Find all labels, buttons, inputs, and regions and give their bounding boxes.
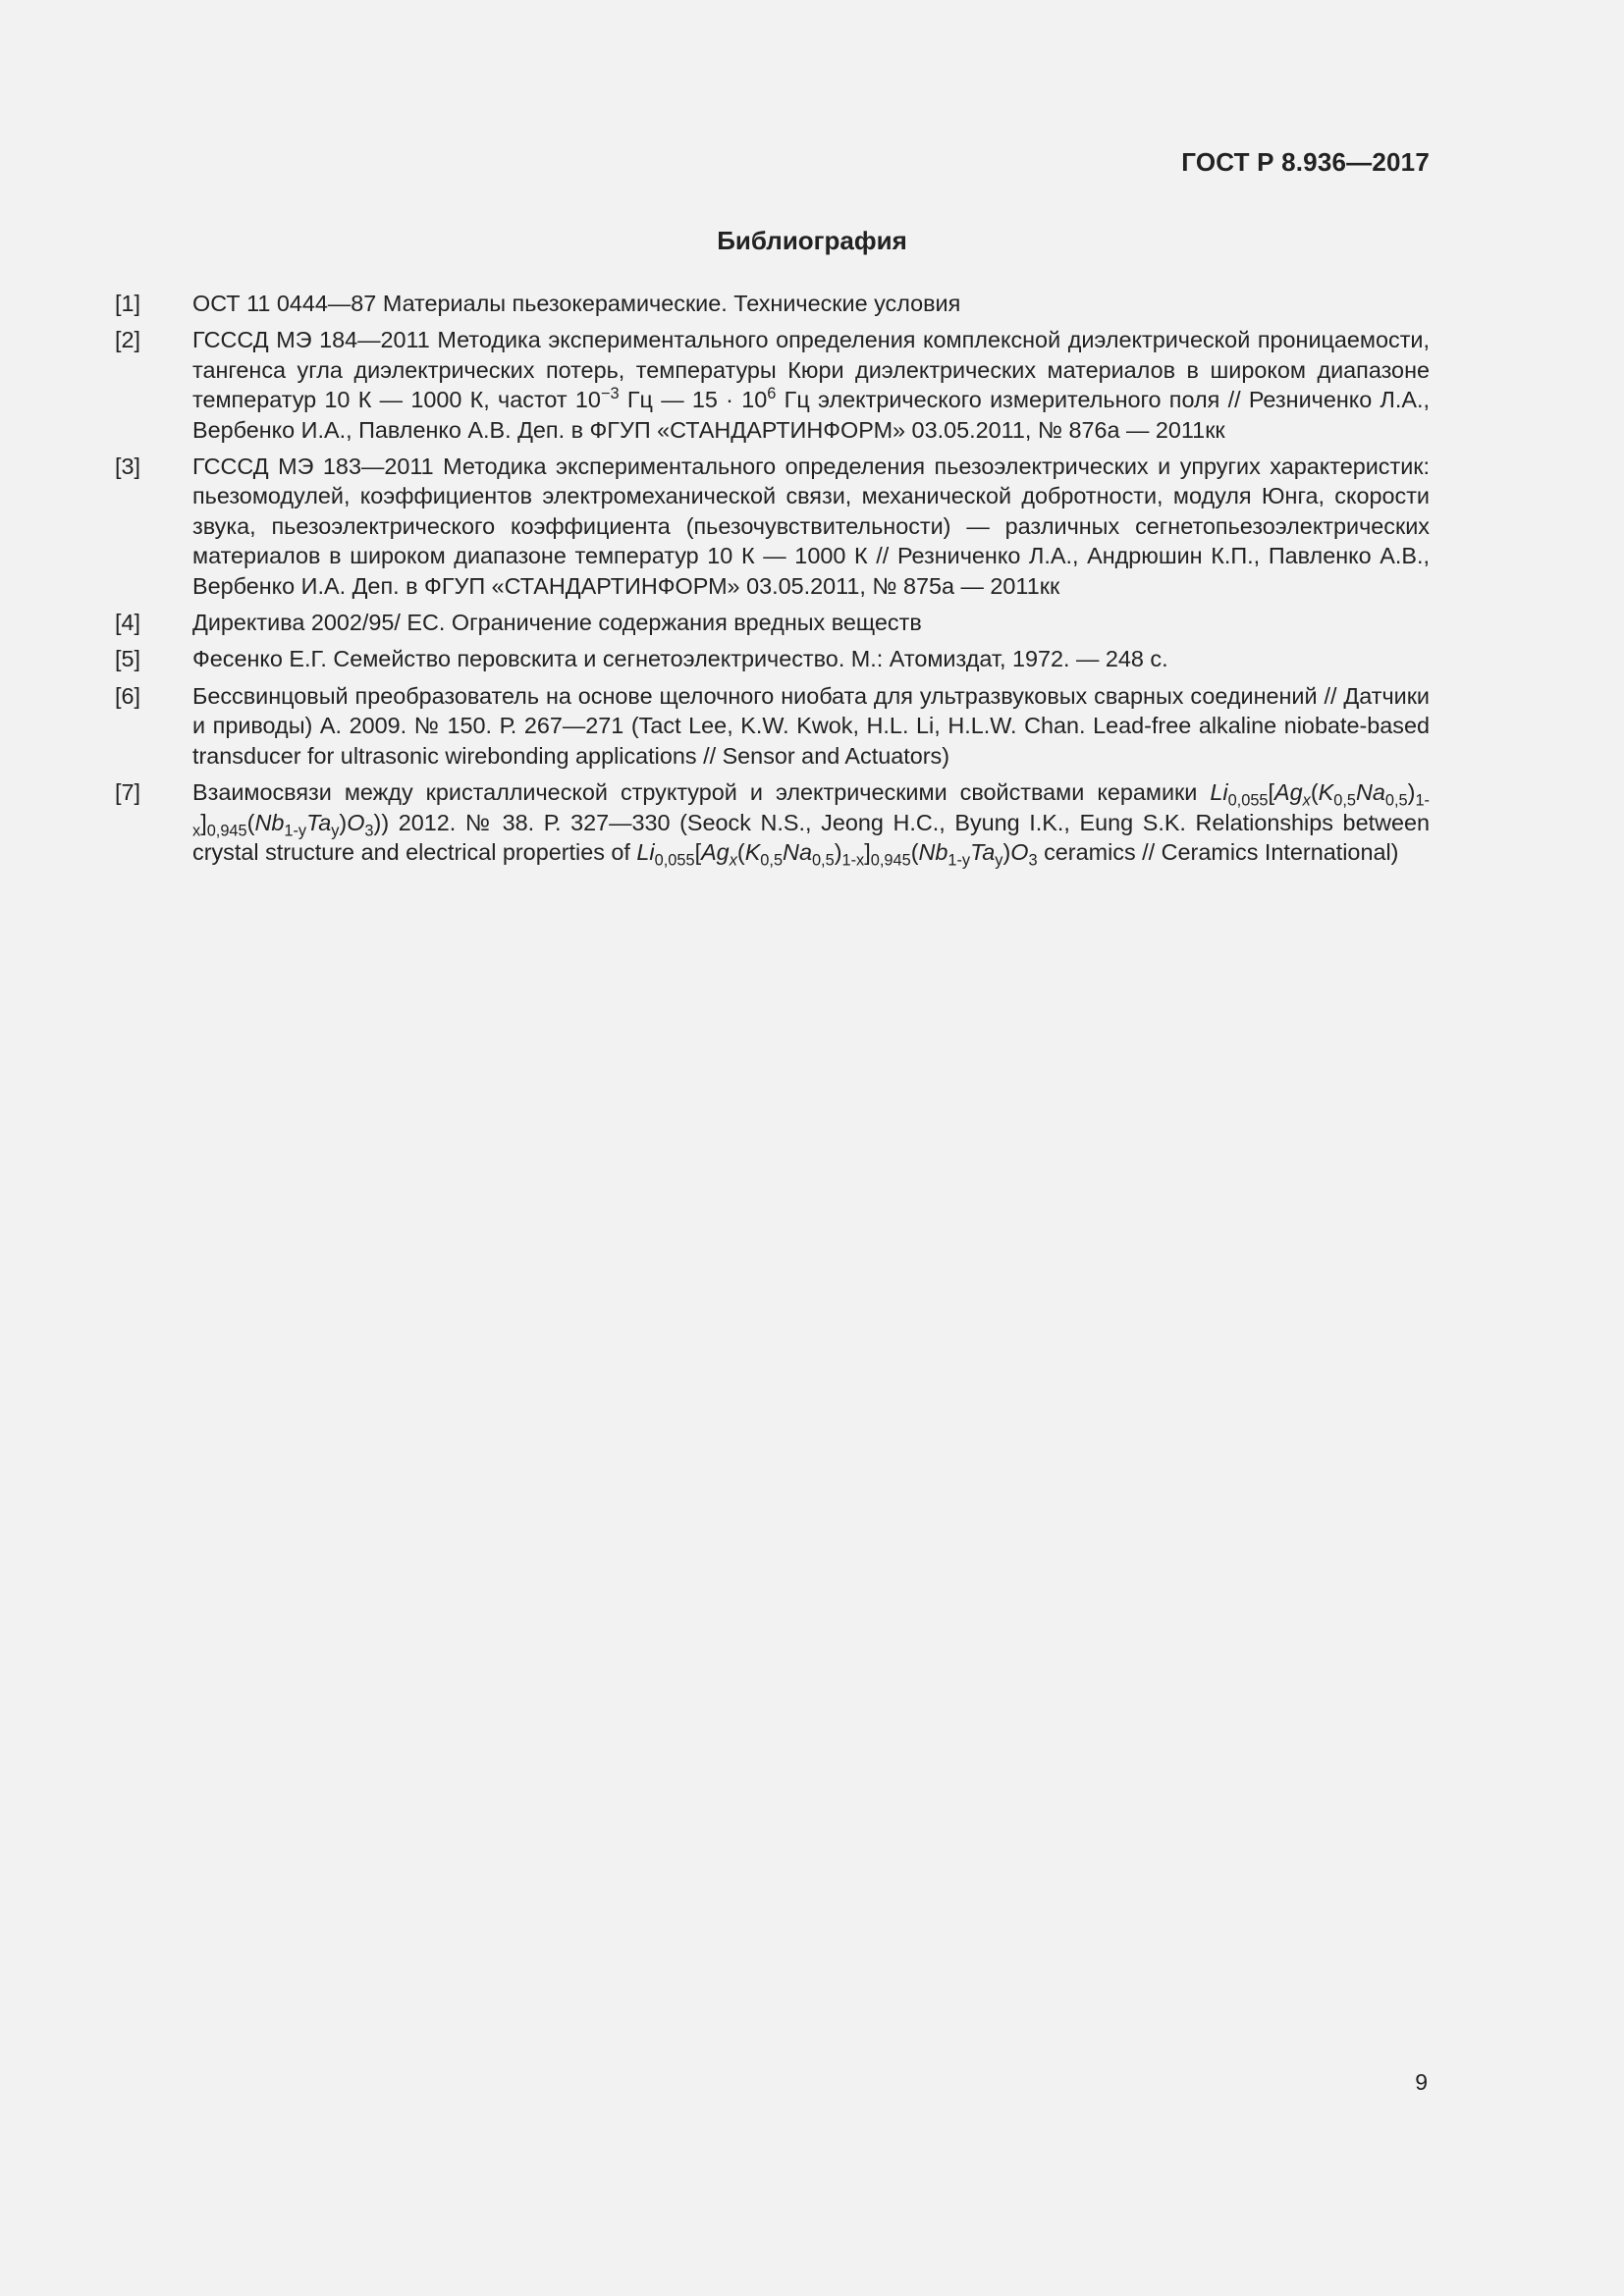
entry-text: ОСТ 11 0444—87 Материалы пьезокерамические. Технические условия xyxy=(192,291,961,316)
entry-number: [1] xyxy=(115,291,141,316)
entry-text: Директива 2002/95/ ЕС. Ограничение содержания вредных веществ xyxy=(192,610,922,636)
bibliography-entry xyxy=(115,325,1430,445)
section-title: Библиография xyxy=(717,226,907,255)
document-code: ГОСТ Р 8.936—2017 xyxy=(1181,147,1430,177)
entry-text: Взаимосвязи между кристаллической структурой и электрическими свойствами керамики $Li_{0,055}[Ag_x(K_{0,5}Na_{0,5})_{1-x}]_{0,945}(Nb_{1-y}Ta_y)O_3$)) 2012. № 38. Р. 327—330 (Seock N.S., Jeong H.C., Byung I.K., Eung S.K. Relationships between crystal structure and electrical properties of $Li_{0,055}[Ag_x(K_{0,5}Na_{0,5})_{1-x}]_{0,945}(Nb_{1-y}Ta_y)O_3$ ceramics // Ceramics International) xyxy=(192,779,1430,870)
entry-number: [4] xyxy=(115,610,141,636)
bibliography-entry xyxy=(115,681,1430,771)
page-number: 9 xyxy=(1415,2069,1428,2095)
entry-text: Фесенко Е.Г. Семейство перовскита и сегнетоэлектричество. М.: Атомиздат, 1972. — 248 с. xyxy=(192,646,1168,672)
entry-text: ГСССД МЭ 184—2011 Методика экспериментального определения комплексной диэлектрической проницаемости, тангенса угла диэлектрических потерь, температуры Кюри диэлектрических материалов в широком диапазоне температур 10 К — 1000 К, частот $10^{-3}$ Гц — $15 \cdot 10^6$ Гц электрического измерительного поля // Резниченко Л.А., Вербенко И.А., Павленко А.В. Деп. в ФГУП «СТАНДАРТИНФОРМ» 03.05.2011, № 876а — 2011кк xyxy=(192,327,1430,443)
entry-number: [5] xyxy=(115,646,141,672)
entry-number: [7] xyxy=(115,779,141,806)
bibliography-entry xyxy=(115,452,1430,601)
entry-number: [2] xyxy=(115,327,141,353)
bibliography-entry xyxy=(115,608,1430,637)
bibliography-entry xyxy=(115,644,1430,673)
entry-text: ГСССД МЭ 183—2011 Методика экспериментального определения пьезоэлектрических и упругих характеристик: пьезомодулей, коэффициентов электромеханической связи, механической добротности, модуля Юнга, скорости звука, пьезоэлектрического коэффициента (пьезочувствительности) — различных сегнетопьезоэлектрических материалов в широком диапазоне температур 10 К — 1000 К // Резниченко Л.А., Андрюшин К.П., Павленко А.В., Вербенко И.А. Деп. в ФГУП «СТАНДАРТИНФОРМ» 03.05.2011, № 875а — 2011кк xyxy=(192,454,1430,599)
bibliography-entry xyxy=(115,777,1430,870)
entry-number: [3] xyxy=(115,454,141,480)
entry-text: Бессвинцовый преобразователь на основе щелочного ниобата для ультразвуковых сварных соединений // Датчики и приводы) А. 2009. № 150. Р. 267—271 (Tact Lee, K.W. Kwok, H.L. Li, H.L.W. Chan. Lead-free alkaline niobate-based transducer for ultrasonic wirebonding applications // Sensor and Actuators) xyxy=(192,682,1430,769)
entry-number: [6] xyxy=(115,682,141,709)
bibliography-entry xyxy=(115,289,1430,318)
bibliography-list xyxy=(115,289,1430,874)
